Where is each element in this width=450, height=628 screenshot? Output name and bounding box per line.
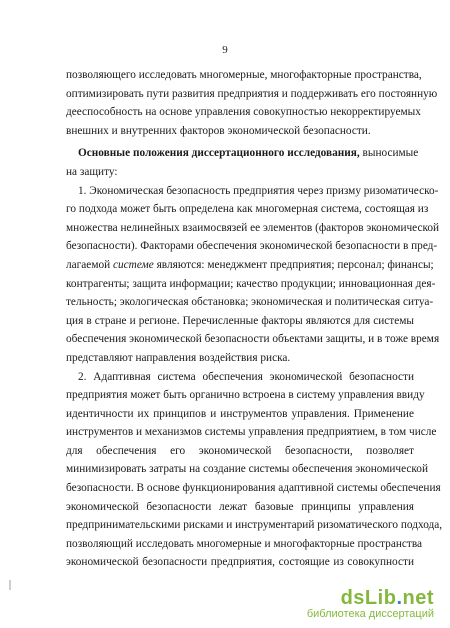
text-line: представляют направления воздействия риска.	[66, 351, 291, 364]
scan-edge-mark	[9, 580, 11, 590]
text-fragment: лагаемой	[66, 258, 113, 271]
text-line: безопасности. В основе функционирования адаптивной системы обеспечения	[66, 482, 441, 495]
document-body	[66, 66, 443, 572]
text-line: го подхода может быть определена как многомерная система, состоящая из	[66, 203, 429, 216]
logo-dot: .	[396, 587, 403, 609]
text-line: оптимизировать пути развития предприятия и поддерживать его постоянную	[66, 87, 438, 100]
text-line: 2. Адаптивная система обеспечения экономической безопасности	[78, 370, 414, 383]
page-number: 9	[222, 44, 228, 56]
text-fragment: являются: менеджмент предприятия; персонал; финансы;	[153, 258, 434, 271]
text-line: инструментов и механизмов системы управления предприятием, в том числе	[66, 426, 437, 439]
logo-tld: net	[402, 587, 434, 609]
text-line: безопасности). Факторами обеспечения экономической безопасности в пред-	[66, 240, 438, 253]
text-line: множества нелинейных взаимосвязей ее элементов (факторов экономической	[66, 221, 440, 234]
text-line: позволяющий исследовать многомерные и многофакторные пространства	[66, 537, 423, 550]
text-line: предпринимательскими рисками и инструментарий ризоматического подхода,	[66, 519, 443, 532]
text-line: на защиту:	[66, 165, 118, 178]
watermark-logo	[294, 587, 434, 610]
text-line: 1. Экономическая безопасность предприятия через призму ризоматическо-	[78, 184, 439, 197]
text-line	[66, 256, 434, 275]
text-line: дееспособность на основе управления совокупностью некорректируемых	[66, 106, 421, 119]
section-heading: Основные положения диссертационного исследования,	[78, 147, 360, 160]
text-line: для обеспечения его экономической безопасности, позволяет	[66, 444, 414, 457]
section-heading-line	[66, 144, 419, 163]
text-line: тельность; экологическая обстановка; экономическая и политическая ситуа-	[66, 296, 434, 309]
italic-term: системе	[112, 258, 154, 271]
text-line: позволяющего исследовать многомерные, многофакторные пространства,	[66, 69, 422, 81]
text-line: обеспечения экономической безопасности объектами защиты, и в тоже время	[66, 333, 440, 346]
text-fragment: выносимые	[359, 147, 419, 160]
text-line: экономической безопасности предприятия, состоящие из совокупности	[66, 556, 414, 569]
text-line: идентичности их принципов и инструментов управления. Применение	[66, 407, 414, 420]
logo-main: dsLib	[340, 587, 397, 609]
text-line: экономической безопасности лежат базовые принципы управления	[66, 500, 414, 513]
watermark-tagline: библиотека диссертаций	[306, 608, 434, 620]
text-line: предприятия может быть органично встроена в систему управления ввиду	[66, 389, 425, 402]
text-line: минимизировать затраты на создание системы обеспечения экономической	[66, 463, 428, 476]
watermark[interactable]	[294, 587, 434, 620]
text-line: контрагенты; защита информации; качество продукции; инновационная дея-	[66, 277, 436, 290]
text-line: внешних и внутренних факторов экономической безопасности.	[66, 124, 371, 137]
text-line: ция в стране и регионе. Перечисленные факторы являются для системы	[66, 314, 414, 327]
